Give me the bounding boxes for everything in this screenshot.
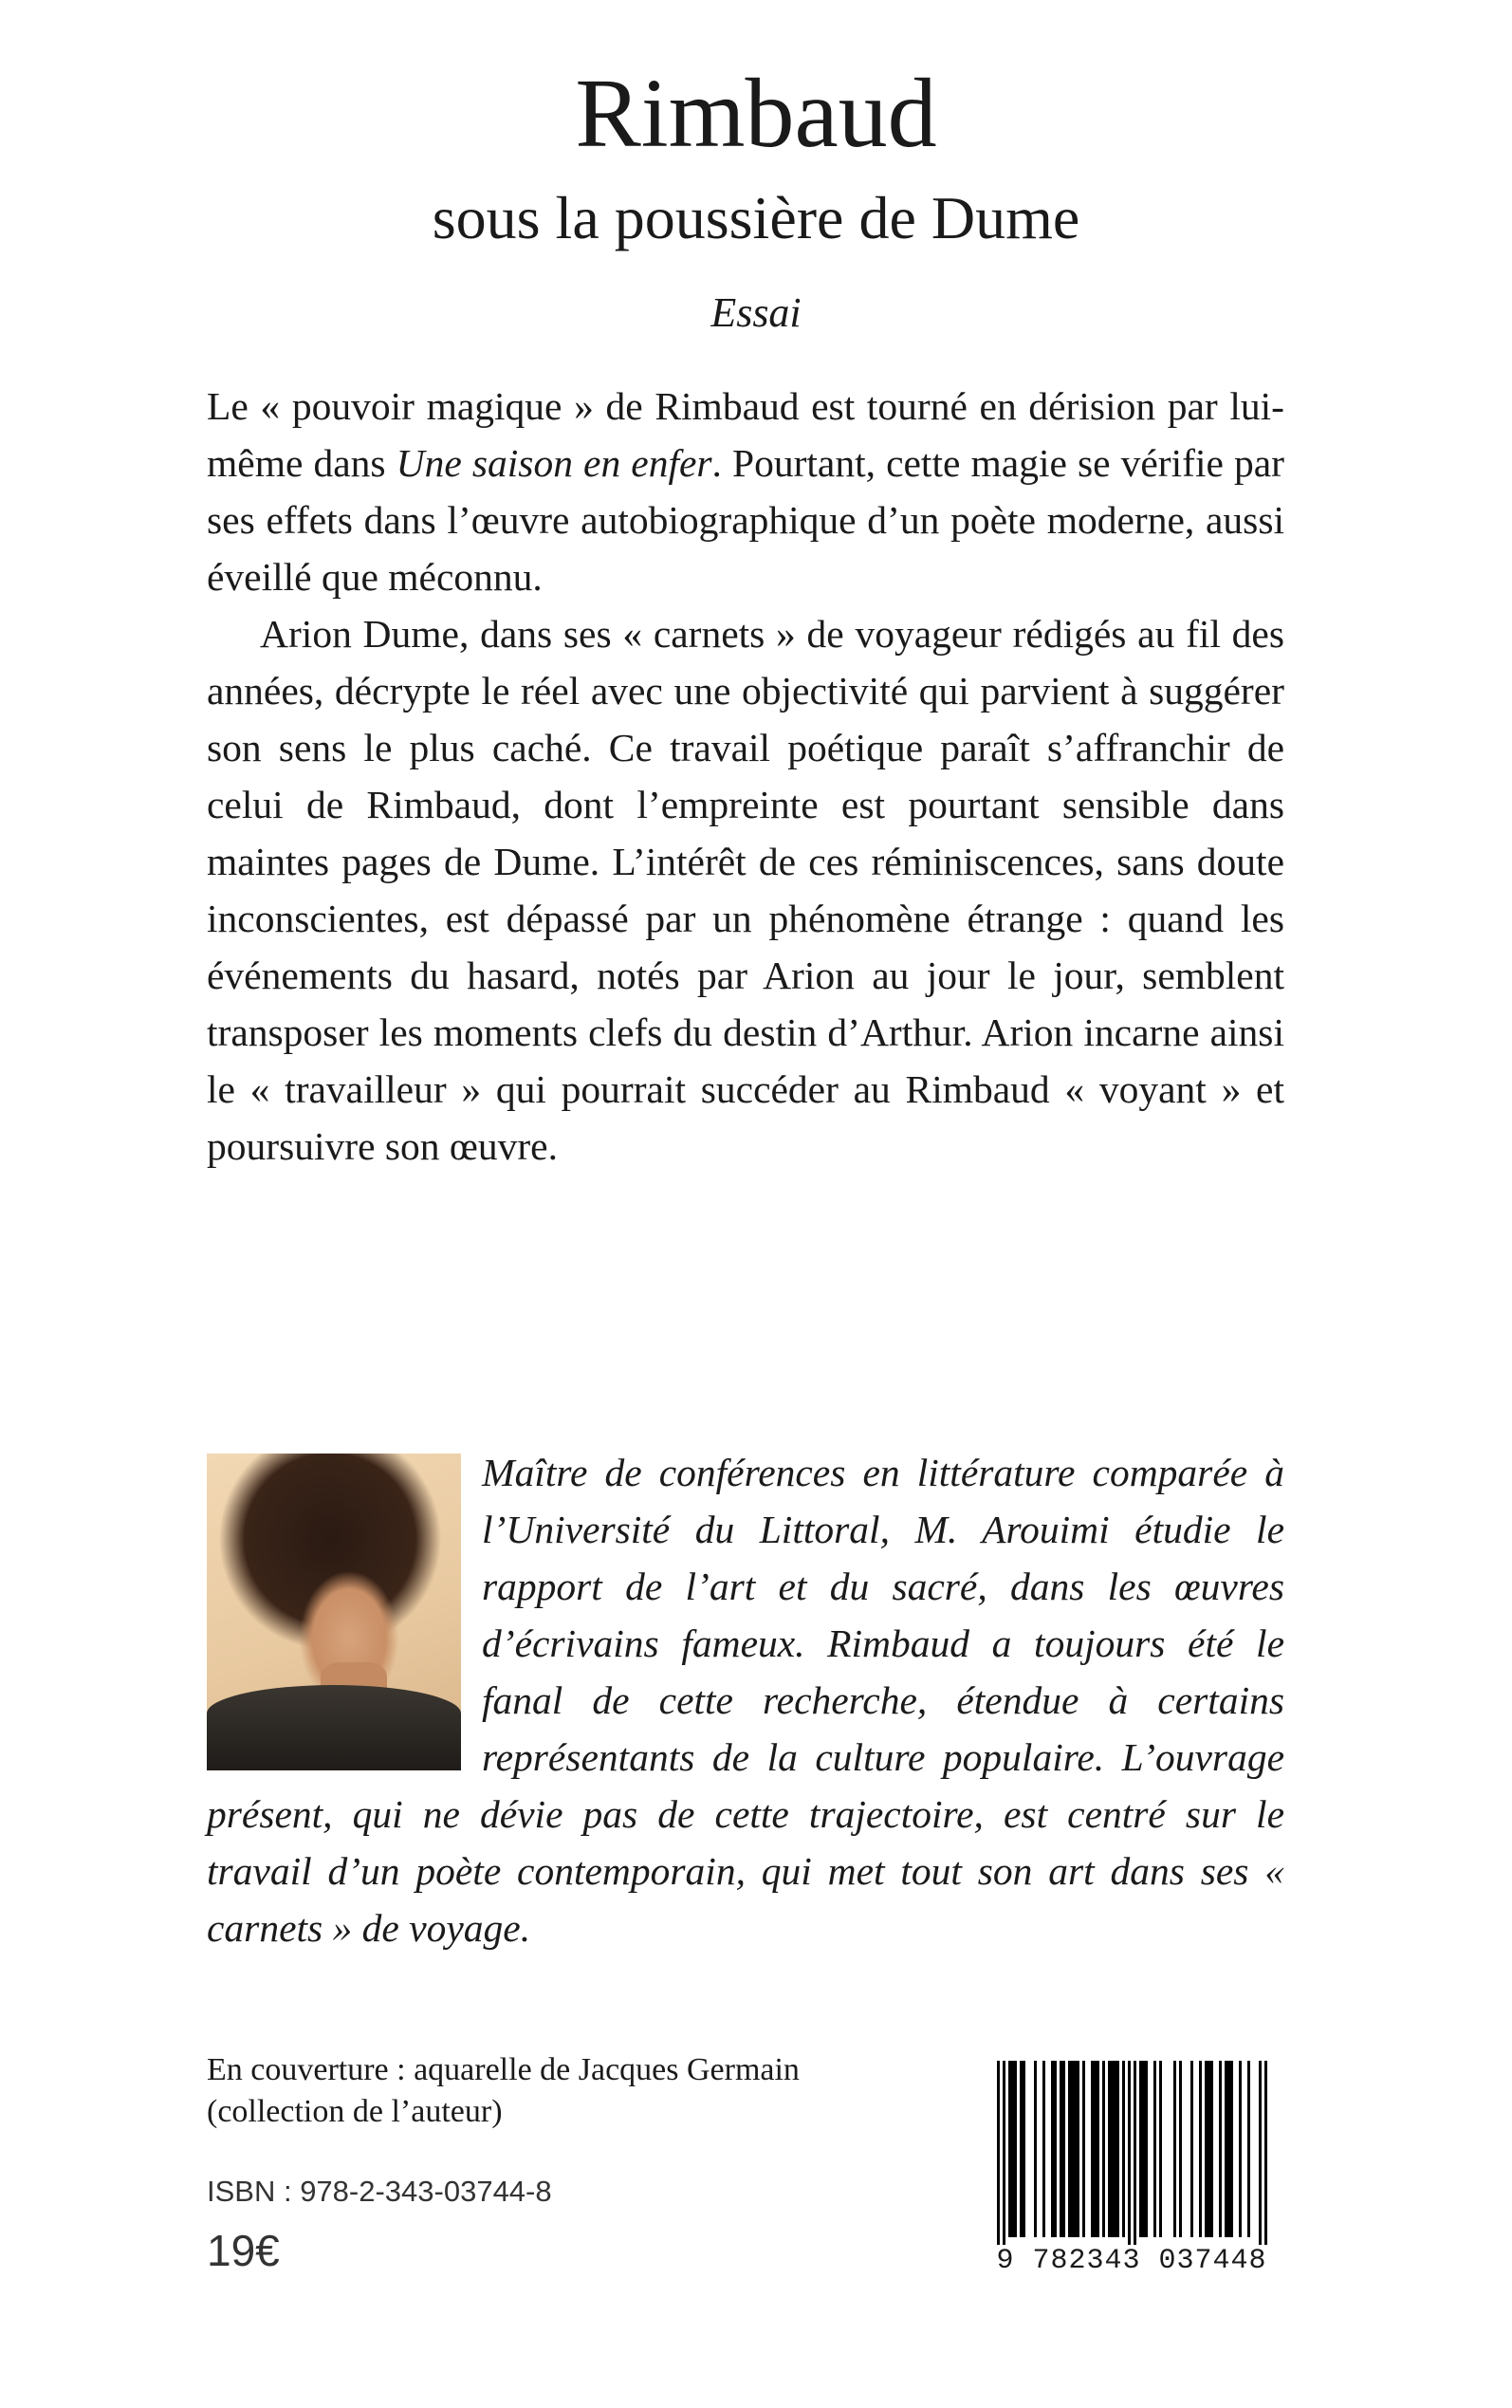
barcode-bar: [1122, 2061, 1125, 2237]
barcode-bar: [1023, 2061, 1025, 2237]
barcode-bar: [1074, 2061, 1077, 2237]
barcode-bar: [1068, 2061, 1071, 2237]
barcode-bar: [1034, 2061, 1037, 2237]
book-genre: Essai: [710, 289, 802, 336]
author-bio: Maître de conférences en littérature comparée à l’Université du Littoral, M. Arouimi étudie le rapport de l’art et du sacré, dans les œuvres d’écrivains fameux. Rimbaud a toujours été le fanal de cette recherche, étendue à certains représentants de la culture populaire. L’ouvrage présent, qui ne dévie pas de cette trajectoire, est centré sur le travail d’un poète contemporain, qui met tout son art dans ses « carnets » de voyage.: [207, 1451, 1284, 1950]
barcode-bar: [1159, 2061, 1162, 2237]
barcode-bar: [1210, 2061, 1213, 2237]
barcode-bar: [1264, 2061, 1267, 2251]
barcode-bar: [1153, 2061, 1156, 2237]
barcode-bar: [1139, 2061, 1142, 2237]
barcode-bar: [1102, 2061, 1105, 2237]
barcode-bar: [1145, 2061, 1148, 2237]
summary-paragraph-1: Le « pouvoir magique » de Rimbaud est tourné en dérision par lui-même dans Une saison en enfer. Pourtant, cette magie se vérifie par ses effets dans l’œuvre autobiographique d’un poète moderne, aussi éveillé que méconnu.: [207, 384, 1284, 599]
barcode-bar: [1082, 2061, 1085, 2237]
barcode-bar: [1077, 2061, 1079, 2237]
barcode-bar: [1179, 2061, 1182, 2237]
cover-credit: [207, 2049, 985, 2133]
barcode-bar: [1116, 2061, 1119, 2237]
barcode-bar: [1054, 2061, 1057, 2237]
barcode: [975, 2061, 1288, 2279]
barcode-bar: [1199, 2061, 1202, 2237]
barcode-bar: [1225, 2061, 1227, 2237]
barcode-bar: [1205, 2061, 1208, 2237]
barcode-digits: 9 782343 037448: [975, 2245, 1288, 2277]
barcode-bar: [1230, 2061, 1233, 2237]
barcode-bar: [1051, 2061, 1054, 2237]
price: 19€: [207, 2226, 280, 2275]
barcode-bar: [1134, 2061, 1136, 2251]
summary-text: [207, 378, 1284, 1175]
barcode-bar: [1008, 2061, 1011, 2237]
barcode-bar: [1042, 2061, 1045, 2237]
barcode-bar: [1003, 2061, 1005, 2251]
book-title: Rimbaud: [575, 59, 937, 168]
barcode-bar: [1094, 2061, 1097, 2237]
barcode-bar: [1011, 2061, 1014, 2237]
isbn: ISBN : 978-2-343-03744-8: [207, 2175, 552, 2208]
barcode-bar: [1097, 2061, 1099, 2237]
barcode-bar: [1060, 2061, 1062, 2237]
barcode-bar: [1227, 2061, 1230, 2237]
barcode-bar: [1020, 2061, 1023, 2237]
barcode-bar: [1219, 2061, 1222, 2237]
barcode-bar: [1114, 2061, 1116, 2237]
barcode-bar: [1071, 2061, 1074, 2237]
work-title-italic: Une saison en enfer: [396, 441, 712, 485]
barcode-bar: [1208, 2061, 1210, 2237]
barcode-bars: [975, 2061, 1288, 2251]
barcode-bar: [1128, 2061, 1131, 2251]
book-subtitle: sous la poussière de Dume: [432, 184, 1080, 251]
barcode-bar: [1111, 2061, 1114, 2237]
barcode-bar: [1239, 2061, 1242, 2237]
barcode-bar: [997, 2061, 1000, 2251]
barcode-bar: [1108, 2061, 1111, 2237]
barcode-bar: [1247, 2061, 1250, 2237]
barcode-bar: [1062, 2061, 1065, 2237]
summary-paragraph-2: Arion Dume, dans ses « carnets » de voyageur rédigés au fil des années, décrypte le réel avec une objectivité qui parvient à suggérer son sens le plus caché. Ce travail poétique paraît s’affranchir de celui de Rimbaud, dont l’empreinte est pourtant sensible dans maintes pages de Dume. L’intérêt de ces réminiscences, sans doute inconscientes, est dépassé par un phénomène étrange : quand les événements du hasard, notés par Arion au jour le jour, semblent transposer les moments clefs du destin d’Arthur. Arion incarne ainsi le « travailleur » qui pourrait succéder au Rimbaud « voyant » et poursuivre son œuvre.: [207, 612, 1284, 1168]
barcode-bar: [1190, 2061, 1193, 2237]
barcode-bar: [1091, 2061, 1094, 2237]
barcode-bar: [1142, 2061, 1145, 2237]
barcode-bar: [1173, 2061, 1176, 2237]
barcode-bar: [1259, 2061, 1262, 2251]
barcode-bar: [1014, 2061, 1017, 2237]
cover-credit-line-1: En couverture : aquarelle de Jacques Germain: [207, 2052, 800, 2087]
cover-credit-line-2: (collection de l’auteur): [207, 2094, 503, 2129]
